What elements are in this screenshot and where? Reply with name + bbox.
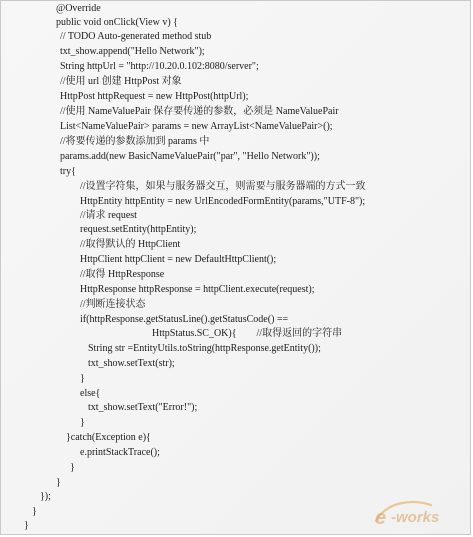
code-line: } [32,506,37,517]
code-line: //设置字符集，如果与服务器交互，则需要与服务器端的方式一致 [80,181,366,192]
code-line: //判断连接状态 [80,299,146,310]
code-line: List<NameValuePair> params = new ArrayList<NameValuePair>(); [60,121,333,132]
code-line: //使用 url 创建 HttpPost 对象 [60,76,182,87]
watermark-prefix: e [375,507,387,529]
code-line: } [80,417,85,428]
eworks-watermark-logo [373,499,461,529]
code-line: if(httpResponse.getStatusLine().getStatusCode() == [80,314,289,325]
code-line: else{ [80,388,101,399]
code-line: } [24,520,29,531]
code-line: HttpStatus.SC_OK){ //取得返回的字符串 [152,328,343,339]
code-line: HttpPost httpRequest = new HttpPost(httpUrl); [60,91,249,102]
code-line: } [70,462,75,473]
code-line: } [56,477,61,488]
code-line: //将要传递的参数添加到 params 中 [60,136,210,147]
code-line: HttpEntity httpEntity = new UrlEncodedFormEntity(params,"UTF-8"); [80,196,366,207]
code-line: try{ [60,166,76,177]
code-line: public void onClick(View v) { [56,17,178,28]
code-line: }catch(Exception e){ [66,432,151,443]
code-line: String httpUrl = "http://10.20.0.102:8080/server"; [60,61,259,72]
code-line: txt_show.setText("Error!"); [88,402,198,413]
code-line: //取得 HttpResponse [80,269,165,280]
code-line: HttpResponse httpResponse = httpClient.execute(request); [80,284,315,295]
code-line: //使用 NameValuePair 保存要传递的参数，必须是 NameValuePair [60,106,339,117]
code-line: }); [40,491,51,502]
code-line: txt_show.append("Hello Network"); [60,46,205,57]
code-line: request.setEntity(httpEntity); [80,224,197,235]
code-line: @Override [56,3,101,14]
code-line: txt_show.setText(str); [88,358,175,369]
code-line: //取得默认的 HttpClient [80,239,181,250]
code-line: } [80,373,85,384]
code-line: //请求 request [80,210,137,221]
code-line: e.printStackTrace(); [80,447,160,458]
code-line: // TODO Auto-generated method stub [60,31,212,42]
code-line: HttpClient httpClient = new DefaultHttpClient(); [80,254,277,265]
watermark-suffix: -works [391,509,440,526]
code-line: params.add(new BasicNameValuePair("par", "Hello Network")); [60,151,320,162]
code-line: String str =EntityUtils.toString(httpResponse.getEntity()); [88,343,321,354]
